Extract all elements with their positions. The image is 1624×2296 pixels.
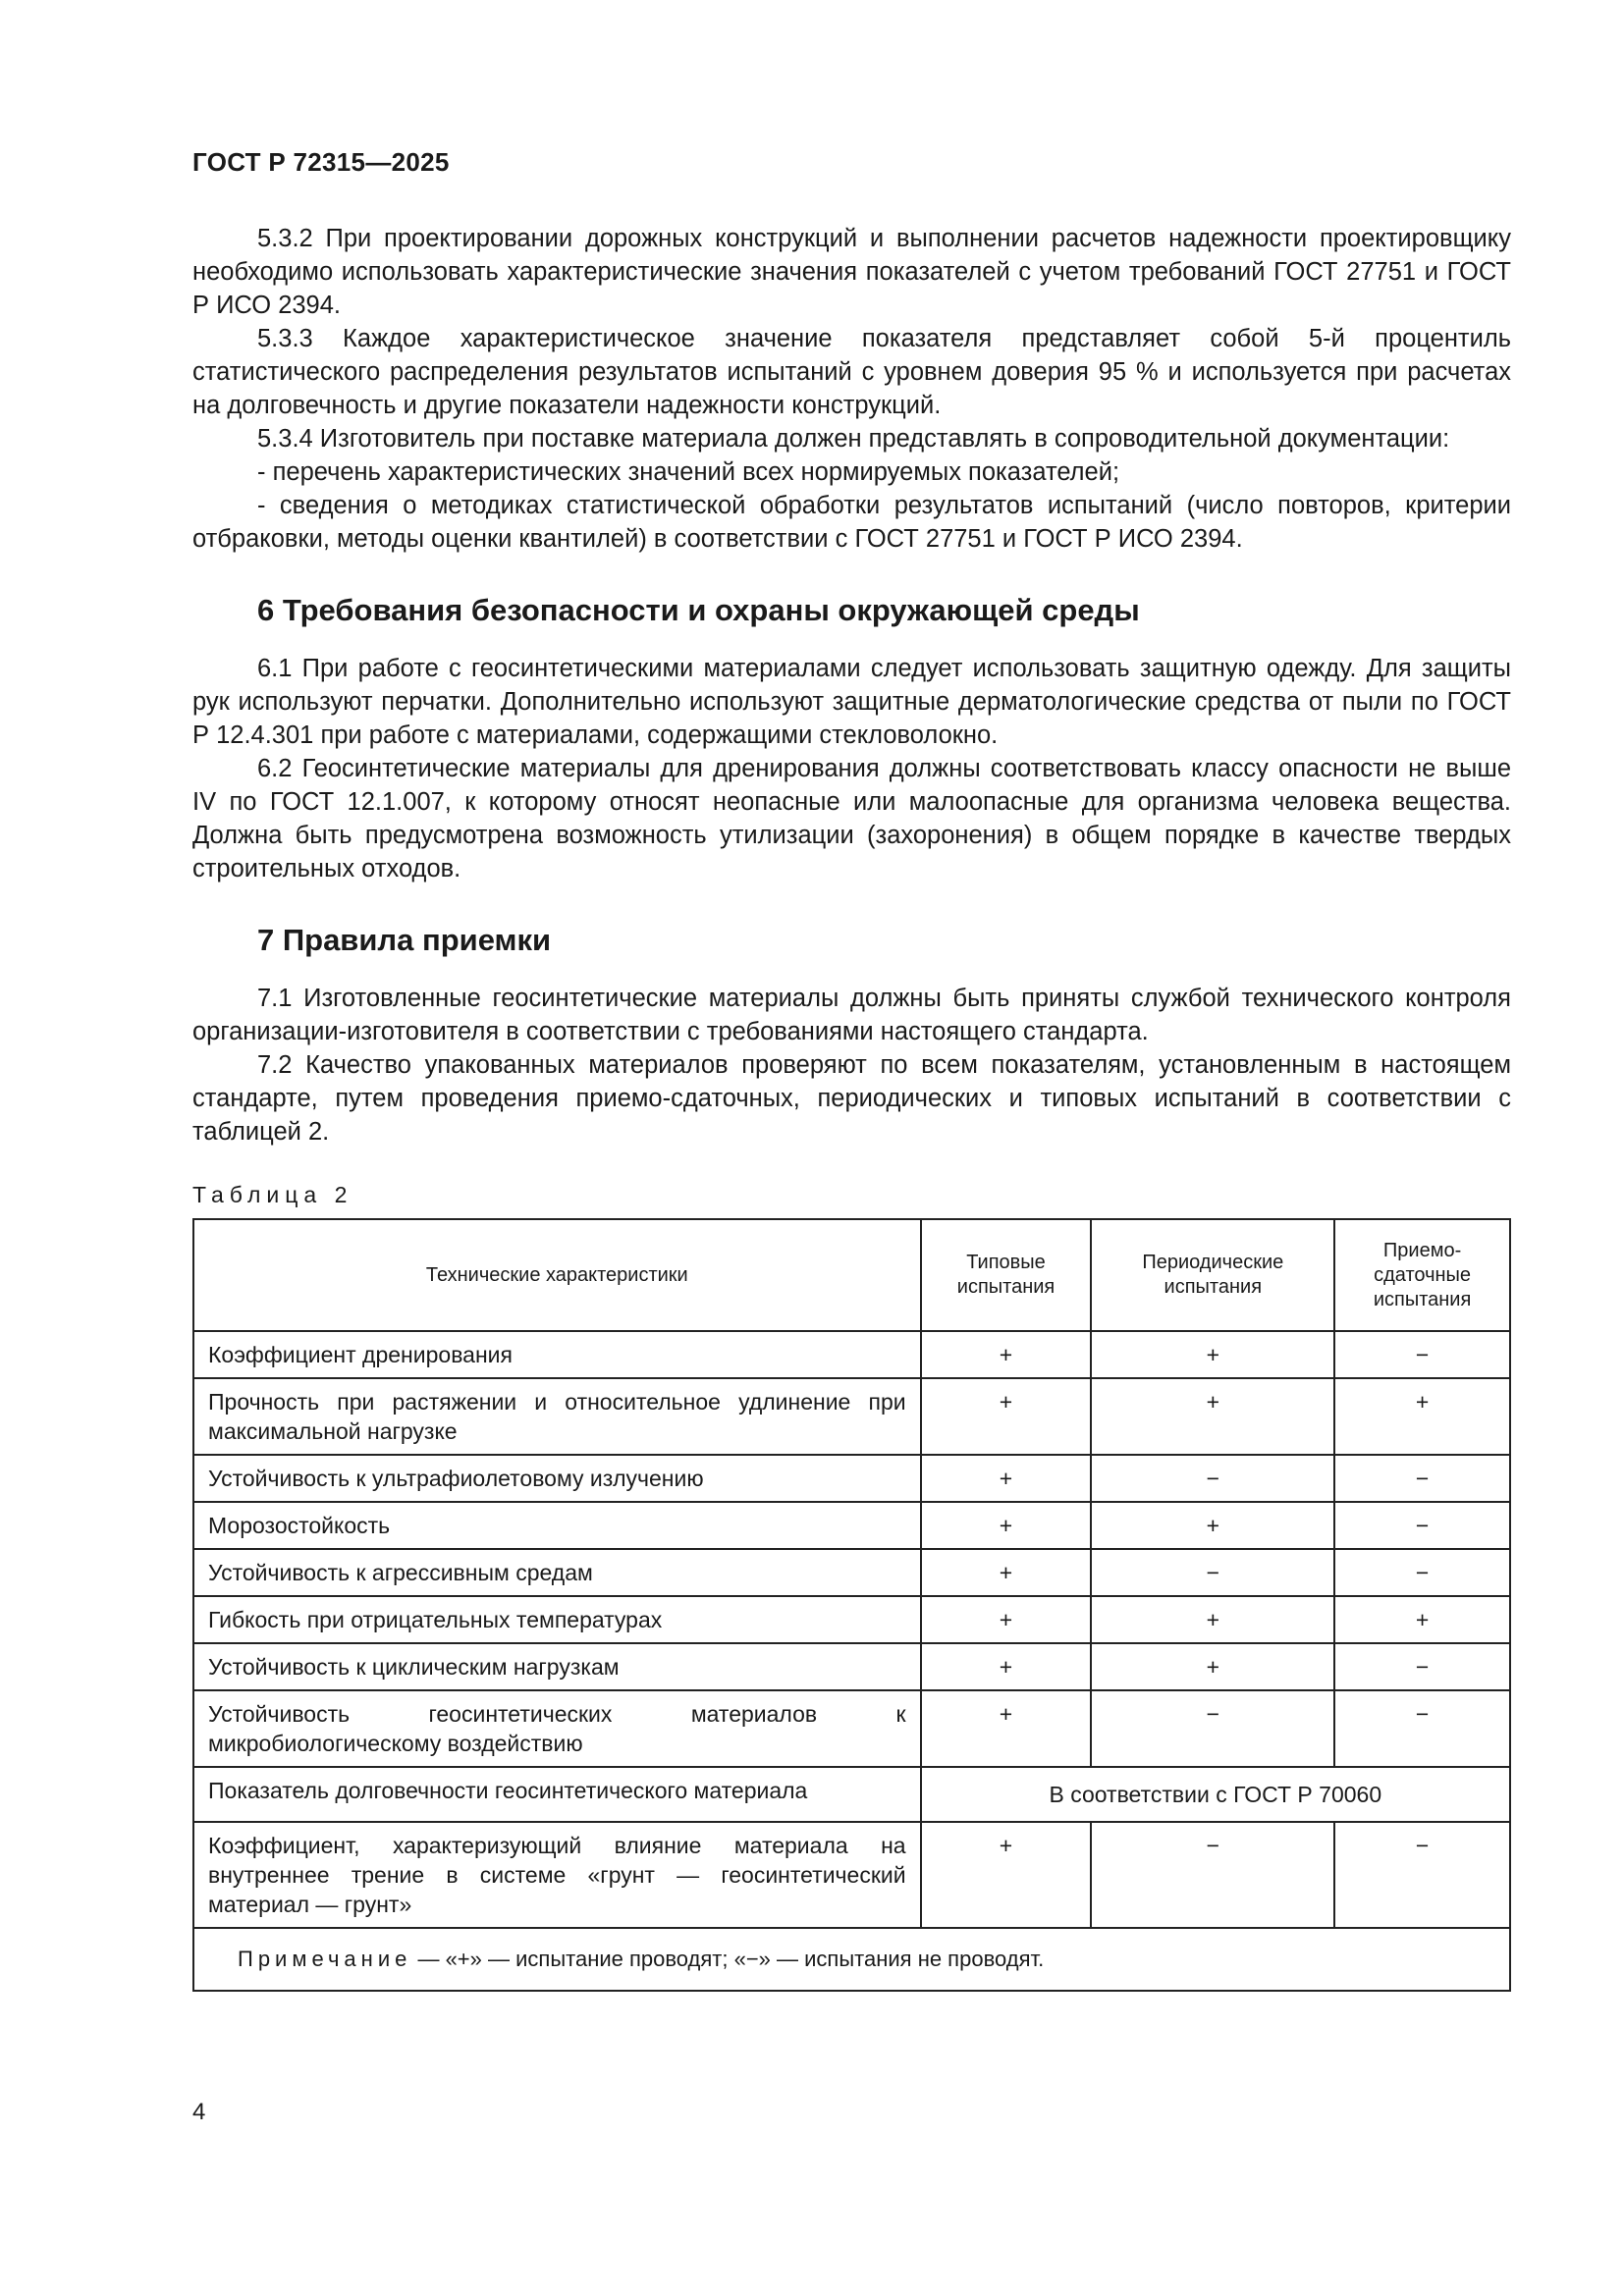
row-acceptance-mark: − [1334,1690,1510,1767]
row-characteristic: Устойчивость геосинтетических материалов к микробиологическому воздействию [193,1690,921,1767]
paragraph-5-3-4: 5.3.4 Изготовитель при поставке материала должен представлять в сопроводительной документации: [257,425,1450,453]
row-type-mark: + [921,1596,1092,1643]
header-characteristics: Технические характеристики [193,1219,921,1331]
table-row [193,1643,1510,1690]
row-acceptance-mark: − [1334,1643,1510,1690]
page-number: 4 [192,2099,206,2125]
table-note-row [193,1928,1510,1991]
row-periodic-mark: − [1091,1822,1334,1928]
table-note [193,1928,1510,1991]
section-7-heading: 7 Правила приемки [257,923,552,957]
bullet-item: - перечень характеристических значений всех нормируемых показателей; [257,458,1120,486]
row-characteristic: Показатель долговечности геосинтетического материала [193,1767,921,1822]
paragraph-5-3-2: 5.3.2 При проектировании дорожных конструкций и выполнении расчетов надежности проектировщику необходимо использовать характеристические значения показателей с учетом требований ГОСТ 27751 и ГОСТ Р ИСО 2394. [192,225,1511,319]
row-characteristic: Гибкость при отрицательных температурах [193,1596,921,1643]
row-characteristic: Устойчивость к ультрафиолетовому излучению [193,1455,921,1502]
paragraph-5-3-3: 5.3.3 Каждое характеристическое значение показателя представляет собой 5-й процентиль статистического распределения результатов испытаний с уровнем доверия 95 % и используется при расчетах на долговечность и другие показатели надежности конструкций. [192,325,1511,419]
table-row [193,1331,1510,1378]
table-row [193,1549,1510,1596]
paragraph-6-2: 6.2 Геосинтетические материалы для дренирования должны соответствовать классу опасности не выше IV по ГОСТ 12.1.007, к которому относят неопасные или малоопасные для организма человека вещества. Должна быть предусмотрена возможность утилизации (захоронения) в общем порядке в качестве твердых строительных отходов. [192,755,1511,882]
header-type-tests: Типовые испытания [921,1219,1092,1331]
row-characteristic: Морозостойкость [193,1502,921,1549]
row-periodic-mark: + [1091,1643,1334,1690]
row-periodic-mark: + [1091,1502,1334,1549]
paragraph-7-1: 7.1 Изготовленные геосинтетические материалы должны быть приняты службой технического контроля организации-изготовителя в соответствии с требованиями настоящего стандарта. [192,985,1511,1045]
note-label: Примечание [238,1947,412,1971]
row-periodic-mark: + [1091,1331,1334,1378]
row-characteristic: Коэффициент дренирования [193,1331,921,1378]
table-row [193,1822,1510,1928]
paragraph-7-2: 7.2 Качество упакованных материалов проверяют по всем показателям, установленным в настоящем стандарте, путем проведения приемо-сдаточных, периодических и типовых испытаний в соответствии с таблицей 2. [192,1051,1511,1146]
row-periodic-mark: − [1091,1549,1334,1596]
row-acceptance-mark: + [1334,1378,1510,1455]
row-acceptance-mark: + [1334,1596,1510,1643]
table-row [193,1378,1510,1455]
row-characteristic: Устойчивость к циклическим нагрузкам [193,1643,921,1690]
row-type-mark: + [921,1455,1092,1502]
header-periodic-tests: Периодические испытания [1091,1219,1334,1331]
row-type-mark: + [921,1378,1092,1455]
standard-header: ГОСТ Р 72315—2025 [192,147,450,177]
table-row [193,1690,1510,1767]
table-row [193,1455,1510,1502]
table-caption: Таблица 2 [192,1182,353,1207]
table-row-merged [193,1767,1510,1822]
row-periodic-mark: + [1091,1378,1334,1455]
table-row [193,1596,1510,1643]
row-type-mark: + [921,1502,1092,1549]
row-characteristic: Устойчивость к агрессивным средам [193,1549,921,1596]
section-6-heading: 6 Требования безопасности и охраны окружающей среды [257,593,1140,627]
row-periodic-mark: − [1091,1690,1334,1767]
table-header-row [193,1219,1510,1331]
row-acceptance-mark: − [1334,1331,1510,1378]
row-type-mark: + [921,1549,1092,1596]
row-acceptance-mark: − [1334,1822,1510,1928]
table-row [193,1502,1510,1549]
row-type-mark: + [921,1690,1092,1767]
row-periodic-mark: + [1091,1596,1334,1643]
tests-table [192,1218,1511,1992]
header-acceptance-tests: Приемо-сдаточные испытания [1334,1219,1510,1331]
row-type-mark: + [921,1822,1092,1928]
bullet-item: - сведения о методиках статистической обработки результатов испытаний (число повторов, критерии отбраковки, методы оценки квантилей) в соответствии с ГОСТ 27751 и ГОСТ Р ИСО 2394. [192,492,1511,553]
row-acceptance-mark: − [1334,1549,1510,1596]
row-characteristic: Коэффициент, характеризующий влияние материала на внутреннее трение в системе «грунт — геосинтетический материал — грунт» [193,1822,921,1928]
merged-requirement-cell: В соответствии с ГОСТ Р 70060 [921,1767,1510,1822]
row-characteristic: Прочность при растяжении и относительное удлинение при максимальной нагрузке [193,1378,921,1455]
paragraph-6-1: 6.1 При работе с геосинтетическими материалами следует использовать защитную одежду. Для защиты рук используют перчатки. Дополнительно используют защитные дерматологические средства от пыли по ГОСТ Р 12.4.301 при работе с материалами, содержащими стекловолокно. [192,655,1511,749]
row-acceptance-mark: − [1334,1502,1510,1549]
row-acceptance-mark: − [1334,1455,1510,1502]
row-periodic-mark: − [1091,1455,1334,1502]
page-content [192,222,1511,1992]
row-type-mark: + [921,1331,1092,1378]
note-text: — «+» — испытание проводят; «−» — испытания не проводят. [411,1947,1045,1971]
row-type-mark: + [921,1643,1092,1690]
